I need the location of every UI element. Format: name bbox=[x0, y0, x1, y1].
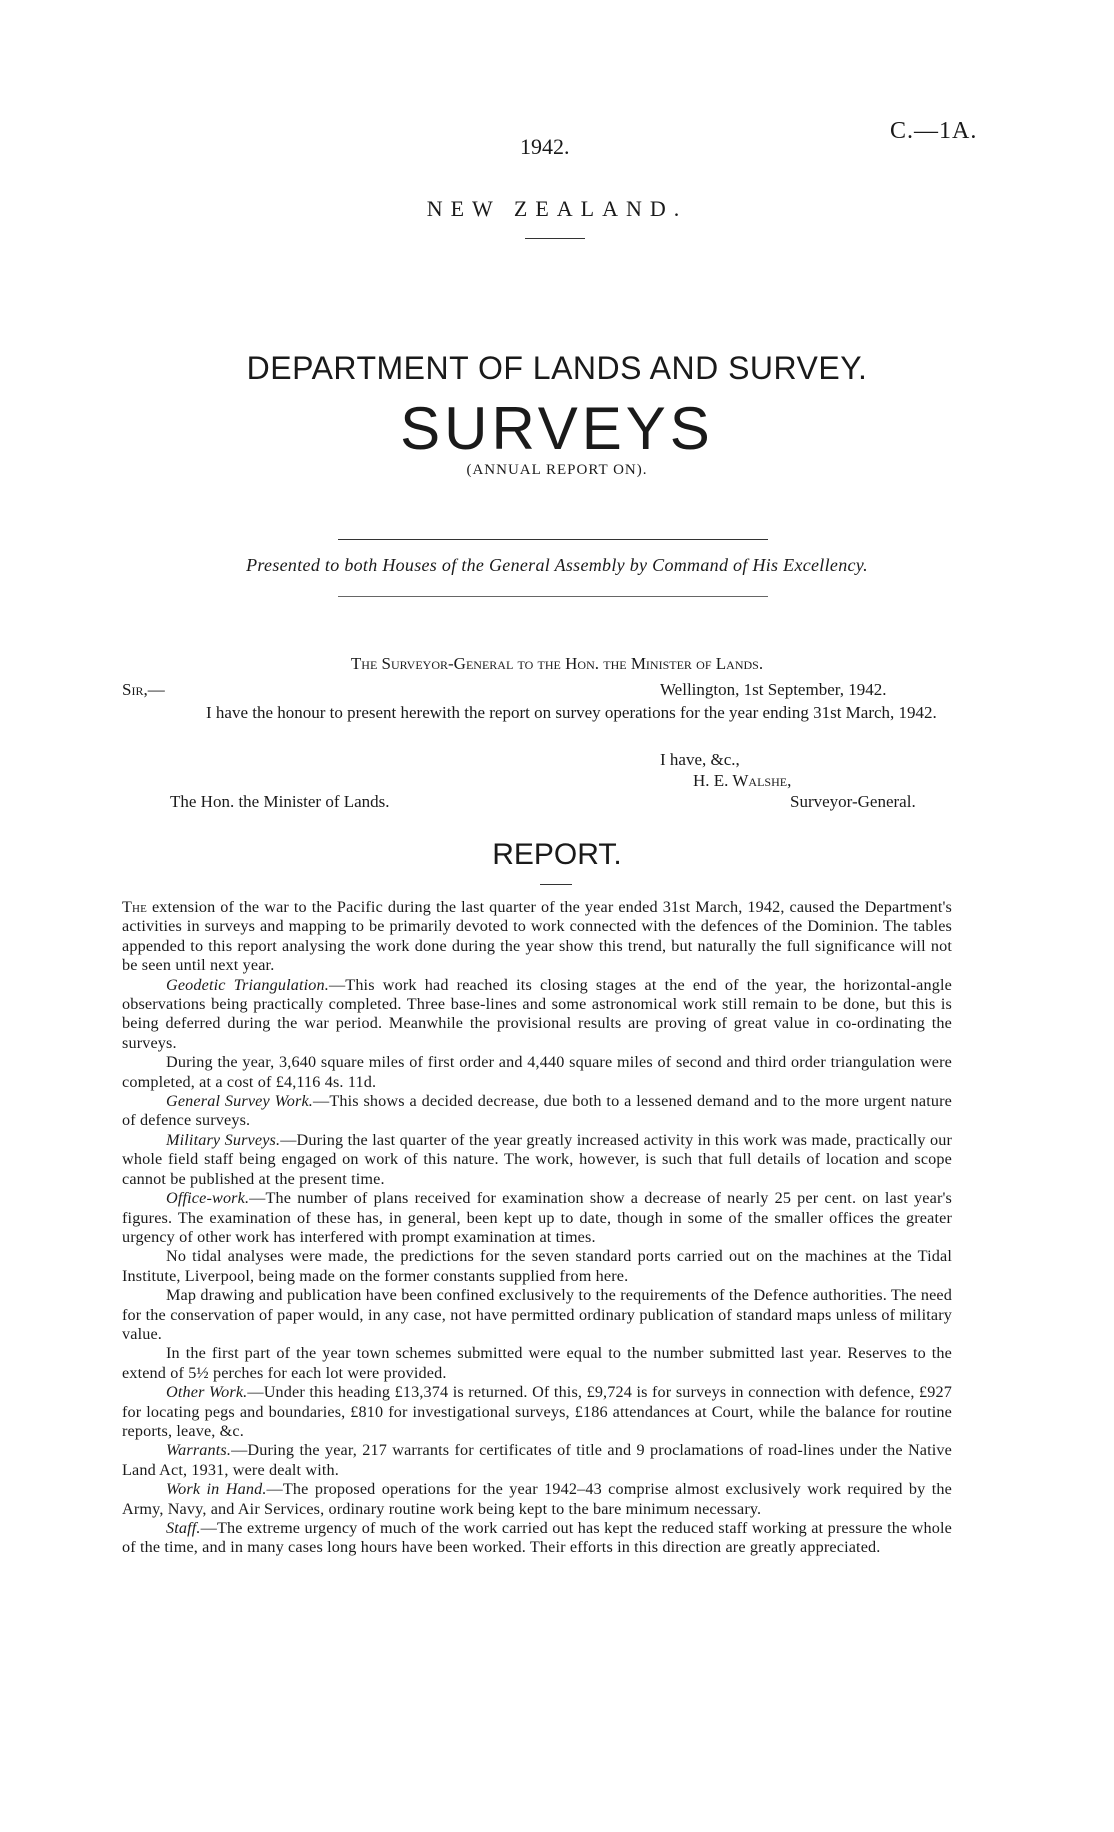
report-paragraph bbox=[122, 898, 952, 976]
signer-title: Surveyor-General. bbox=[790, 792, 916, 811]
paragraph-text: Map drawing and publication have been confined exclusively to the requirements of the Defence authorities. The need for the conservation of paper would, in any case, not have permitted ordinary publication of standard maps unless of military value. bbox=[122, 1286, 952, 1343]
addressee: The Hon. the Minister of Lands. bbox=[170, 792, 390, 811]
report-paragraph bbox=[122, 1519, 952, 1558]
paragraph-lead: Work in Hand. bbox=[166, 1480, 267, 1499]
report-paragraph bbox=[122, 1131, 952, 1189]
paragraph-text: —During the last quarter of the year greatly increased activity in this work was made, practically our whole field staff being engaged on work of this nature. The work, however, is such that full details of location and scope cannot be published at the present time. bbox=[122, 1130, 953, 1188]
report-paragraph bbox=[122, 1092, 952, 1131]
report-paragraph bbox=[122, 1053, 952, 1092]
paragraph-text: During the year, 3,640 square miles of first order and 4,440 square miles of second and third order triangulation were completed, at a cost of £4,116 4s. 11d. bbox=[122, 1053, 952, 1091]
paragraph-text: —The number of plans received for examination show a decrease of nearly 25 per cent. on last year's figures. The examination of these has, in general, been kept up to date, though in some of the smaller offices the greater urgency of other work has interfered with prompt examination at times. bbox=[122, 1189, 952, 1246]
report-heading: REPORT. bbox=[492, 838, 622, 871]
paragraph-text: —The proposed operations for the year 1942–43 comprise almost exclusively work required by the Army, Navy, and Air Services, ordinary routine work being kept to the bare minimum necessary. bbox=[122, 1480, 952, 1518]
report-paragraph bbox=[122, 1344, 952, 1383]
letter-closing: I have, &c., bbox=[660, 750, 740, 769]
place-date: Wellington, 1st September, 1942. bbox=[660, 680, 887, 699]
paragraph-lead: The bbox=[122, 898, 148, 916]
signer: H. E. Walshe, bbox=[693, 771, 792, 790]
paragraph-text: —Under this heading £13,374 is returned. Of this, £9,724 is for surveys in connection with defence, £927 for locating pegs and boundaries, £810 for investigational surveys, £186 attendances at Court, while the balance for routine reports, leave, &c. bbox=[122, 1383, 952, 1440]
report-paragraph bbox=[122, 1247, 952, 1286]
paragraph-lead: Military Surveys. bbox=[166, 1130, 281, 1149]
divider-bottom bbox=[338, 596, 768, 597]
letter-body: I have the honour to present herewith the report on survey operations for the year ending 31st March, 1942. bbox=[206, 703, 937, 722]
department-title: DEPARTMENT OF LANDS AND SURVEY. bbox=[246, 350, 868, 386]
paragraph-lead: Geodetic Triangulation. bbox=[166, 975, 329, 994]
paragraph-lead: Other Work. bbox=[166, 1383, 248, 1402]
paper-code: C.—1A. bbox=[890, 118, 978, 144]
report-paragraph bbox=[122, 1189, 952, 1247]
report-paragraph bbox=[122, 976, 952, 1054]
letter-heading: The Surveyor-General to the Hon. the Minister of Lands. bbox=[350, 654, 764, 673]
paragraph-lead: General Survey Work. bbox=[166, 1092, 313, 1111]
report-paragraph bbox=[122, 1383, 952, 1441]
paragraph-text: No tidal analyses were made, the predictions for the seven standard ports carried out on the machines at the Tidal Institute, Liverpool, being made on the former constants supplied from here. bbox=[122, 1247, 952, 1285]
divider-top bbox=[338, 539, 768, 540]
report-paragraph bbox=[122, 1480, 952, 1519]
salutation: Sir,— bbox=[122, 680, 165, 699]
paragraph-text: In the first part of the year town schemes submitted were equal to the number submitted last year. Reserves to the extend of 5½ perches for each lot were provided. bbox=[122, 1344, 952, 1382]
main-title: SURVEYS bbox=[400, 395, 714, 462]
paragraph-text: —This shows a decided decrease, due both to a lessened demand and to the more urgent nature of defence surveys. bbox=[122, 1092, 952, 1130]
short-divider bbox=[525, 238, 585, 239]
country-title: NEW ZEALAND. bbox=[426, 196, 688, 221]
report-body bbox=[122, 898, 952, 1558]
report-paragraph bbox=[122, 1441, 952, 1480]
paragraph-lead: Office-work. bbox=[166, 1189, 250, 1208]
report-year: 1942. bbox=[520, 134, 570, 159]
paragraph-lead: Staff. bbox=[166, 1519, 201, 1537]
report-paragraph bbox=[122, 1286, 952, 1344]
paragraph-text: extension of the war to the Pacific during the last quarter of the year ended 31st March, 1942, caused the Department's activities in surveys and mapping to be primarily devoted to work connected with the defences of the Dominion. The tables appended to this report analysing the work done during the year show this trend, but naturally the full significance will not be seen until next year. bbox=[122, 898, 952, 975]
report-divider bbox=[540, 884, 572, 885]
presented-line: Presented to both Houses of the General Assembly by Command of His Excellency. bbox=[246, 555, 868, 575]
paragraph-text: —The extreme urgency of much of the work carried out has kept the reduced staff working at pressure the whole of the time, and in many cases long hours have been worked. Their efforts in this direction are greatly appreciated. bbox=[122, 1519, 952, 1557]
paragraph-text: —This work had reached its closing stages at the end of the year, the horizontal-angle observations being practically completed. Three base-lines and some astronomical work still remain to be done, but this is being deferred during the war period. Meanwhile the provisional results are proving of great value in co-ordinating the surveys. bbox=[122, 975, 952, 1052]
subtitle: (ANNUAL REPORT ON). bbox=[466, 462, 648, 478]
paragraph-text: —During the year, 217 warrants for certificates of title and 9 proclamations of road-lines under the Native Land Act, 1931, were dealt with. bbox=[122, 1441, 952, 1479]
paragraph-lead: Warrants. bbox=[166, 1441, 232, 1460]
